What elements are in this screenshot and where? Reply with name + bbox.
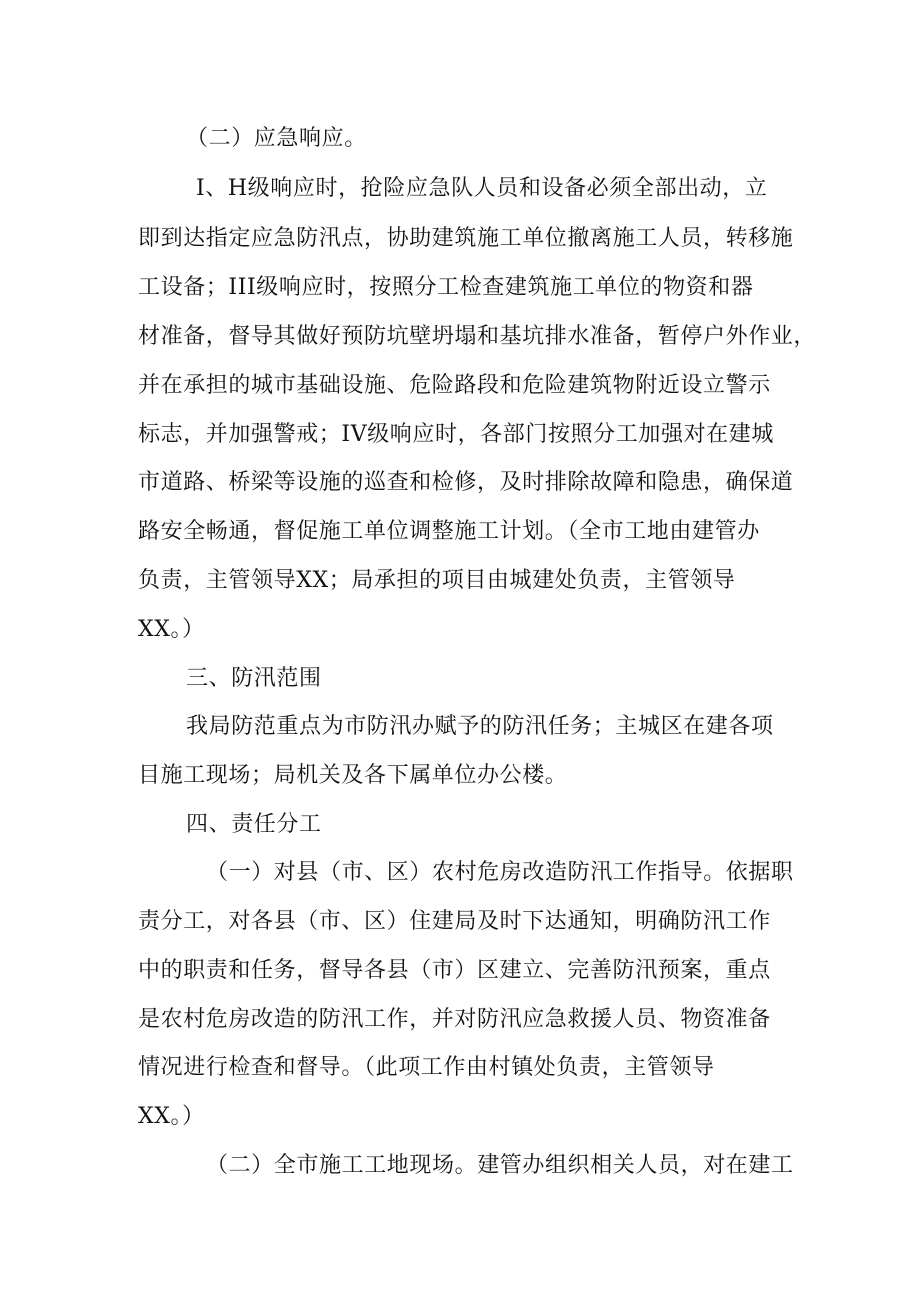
paragraph-line: 即到达指定应急防汛点，协助建筑施工单位撤离施工人员，转移施 bbox=[138, 226, 794, 251]
paragraph-line: 我局防范重点为市防汛办赋予的防汛任务；主城区在建各项 bbox=[186, 714, 774, 739]
section-heading-flood-scope: 三、防汛范围 bbox=[186, 666, 322, 691]
paragraph-line: （一）对县（市、区）农村危房改造防汛工作指导。依据职 bbox=[206, 860, 794, 885]
paragraph-line: 并在承担的城市基础设施、危险路段和危险建筑物附近设立警示 bbox=[138, 373, 771, 398]
paragraph-line: I、H级响应时，抢险应急队人员和设备必须全部出动，立 bbox=[196, 176, 768, 201]
paragraph-line: 负责，主管领导XX；局承担的项目由城建处负责，主管领导 bbox=[138, 568, 736, 593]
paragraph-line: XX。） bbox=[138, 1104, 205, 1129]
paragraph-line: 责分工，对各县（市、区）住建局及时下达通知，明确防汛工作 bbox=[138, 909, 771, 934]
paragraph-line: 工设备；III级响应时，按照分工检查建筑施工单位的物资和器 bbox=[138, 275, 754, 300]
paragraph-line: （二）全市施工工地现场。建管办组织相关人员，对在建工 bbox=[206, 1153, 794, 1178]
paragraph-line: 路安全畅通，督促施工单位调整施工计划。（全市工地由建管办 bbox=[138, 519, 760, 544]
section-heading-emergency-response: （二）应急响应。 bbox=[186, 126, 367, 151]
paragraph-line: XX。） bbox=[138, 617, 205, 642]
paragraph-line: 是农村危房改造的防汛工作，并对防汛应急救援人员、物资准备 bbox=[138, 1007, 771, 1032]
paragraph-line: 标志，并加强警戒；IV级响应时，各部门按照分工加强对在建城 bbox=[138, 422, 774, 447]
section-heading-responsibilities: 四、责任分工 bbox=[186, 812, 322, 837]
paragraph-line: 目施工现场；局机关及各下属单位办公楼。 bbox=[138, 763, 568, 788]
paragraph-line: 中的职责和任务，督导各县（市）区建立、完善防汛预案，重点 bbox=[138, 958, 771, 983]
paragraph-line: 材准备，督导其做好预防坑壁坍塌和基坑排水准备，暂停户外作业， bbox=[138, 324, 817, 349]
paragraph-line: 市道路、桥梁等设施的巡查和检修，及时排除故障和隐患，确保道 bbox=[138, 470, 794, 495]
paragraph-line: 情况进行检查和督导。（此项工作由村镇处负责，主管领导 bbox=[138, 1055, 715, 1080]
